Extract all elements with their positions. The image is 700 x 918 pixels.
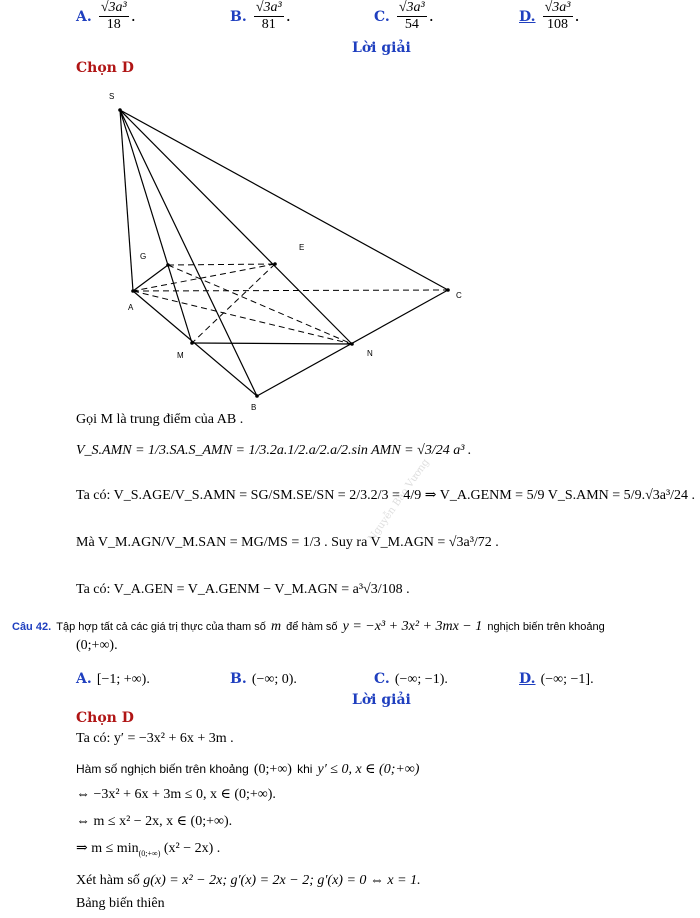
line-condition: y′ ≤ 0, x ∈ (0;+∞) <box>317 762 420 777</box>
choose-answer-2: Chọn D <box>76 710 134 726</box>
label-m: M <box>177 351 184 360</box>
label-b: B <box>251 403 257 412</box>
q42-line-4 <box>76 813 232 830</box>
option-numerator: √3a³ <box>398 0 425 15</box>
pyramid-figure <box>100 88 500 418</box>
line-text: ⇒ m ≤ min <box>76 841 139 856</box>
option-letter: C. <box>374 671 390 687</box>
question-text-2: để hàm số <box>286 621 338 633</box>
edge-sc <box>120 110 448 290</box>
option-letter: C. <box>374 9 390 25</box>
line-text-khi: khi <box>297 762 313 776</box>
edge-em <box>192 264 275 343</box>
q41-line-3 <box>76 487 695 504</box>
q41-option-b: B. $\frac{\text{√3a³}}{81}$ . <box>230 0 291 32</box>
option-letter: A. <box>76 671 92 687</box>
option-denominator: 54 <box>404 17 419 32</box>
option-letter: D. <box>519 9 536 25</box>
label-s: S <box>109 92 115 101</box>
q42-interval: (0;+∞). <box>76 638 118 653</box>
line-math: g(x) = x² − 2x; g′(x) = 2x − 2; g′(x) = 0 ⇔ x = 1. <box>143 873 421 888</box>
point-n <box>350 342 354 346</box>
point-g <box>166 263 170 267</box>
label-c: C <box>456 291 462 300</box>
point-m <box>190 341 194 345</box>
edge-gn <box>168 265 352 344</box>
line-text: Ta có: y′ = −3x² + 6x + 3m . <box>76 731 234 746</box>
line-text-2: (x² − 2x) . <box>163 841 221 856</box>
label-e: E <box>299 243 305 252</box>
option-numerator: √3a³ <box>255 0 282 15</box>
option-value: (−∞; −1). <box>394 672 448 687</box>
q41-option-d: D. $\frac{\text{√3a³}}{108}$ . <box>519 0 580 32</box>
edge-an <box>133 291 352 344</box>
line-text: ⇔ −3x² + 6x + 3m ≤ 0, x ∈ (0;+∞). <box>76 787 276 802</box>
option-numerator: √3a³ <box>100 0 127 15</box>
q42-option-d <box>519 668 594 688</box>
edge-ge <box>168 264 275 265</box>
option-value: [−1; +∞). <box>96 672 150 687</box>
point-b <box>255 394 259 398</box>
line-text: V_S.AMN = 1/3.SA.S_AMN = 1/3.2a.1/2.a/2.a/2.sin AMN = √3/24 a³ . <box>76 443 472 458</box>
q42-line-6 <box>76 873 421 889</box>
option-denominator: 18 <box>106 17 121 32</box>
edge-ea <box>133 264 275 291</box>
option-letter: A. <box>76 9 92 25</box>
point-a <box>131 289 135 293</box>
line-text: Ta có: V_A.GEN = V_A.GENM − V_M.AGN = a³√3/108 . <box>76 582 410 597</box>
line-text: Mà V_M.AGN/V_M.SAN = MG/MS = 1/3 . Suy ra V_M.AGN = √3a³/72 . <box>76 535 499 550</box>
q42-line-5 <box>76 840 220 858</box>
line-text: Ta có: V_S.AGE/V_S.AMN = SG/SM.SE/SN = 2/3.2/3 = 4/9 ⇒ V_A.GENM = 5/9 V_S.AMN = 5/9.√3a³/24 . <box>76 488 696 503</box>
edge-sa <box>120 110 133 291</box>
watermark: Nguyễn Bảo Vương <box>366 457 432 544</box>
option-letter: B. <box>230 9 247 25</box>
q41-line-5 <box>76 582 410 598</box>
min-subscript: (0;+∞) <box>138 848 161 858</box>
q42-line-1 <box>76 731 234 747</box>
option-letter: D. <box>519 671 536 687</box>
point-c <box>446 288 450 292</box>
line-text: Gọi M là trung điểm của AB . <box>76 412 244 427</box>
option-value: (−∞; 0). <box>251 672 297 687</box>
question-text-3: nghịch biến trên khoảng <box>487 621 605 633</box>
edge-mn <box>192 343 352 344</box>
line-text: ⇔ m ≤ x² − 2x, x ∈ (0;+∞). <box>76 814 233 829</box>
option-value: (−∞; −1]. <box>540 672 594 687</box>
choose-answer: Chọn D <box>76 60 134 76</box>
line-interval: (0;+∞) <box>253 762 292 777</box>
q42-option-c <box>374 668 448 688</box>
q41-option-a: A. $\frac{\text{√3a³}}{18}$ . <box>76 0 136 32</box>
question-text: Tập hợp tất cả các giá trị thực của tham số <box>56 621 266 633</box>
option-numerator: √3a³ <box>544 0 571 15</box>
solution-heading-2: Lời giải <box>352 692 411 708</box>
line-text: Hàm số nghịch biến trên khoảng <box>76 762 249 776</box>
q41-line-2 <box>76 443 471 459</box>
q42-option-a <box>76 668 150 688</box>
point-s <box>118 108 122 112</box>
option-denominator: 108 <box>547 17 569 32</box>
line-text: Xét hàm số <box>76 873 140 888</box>
option-letter: B. <box>230 671 247 687</box>
label-g: G <box>140 252 147 261</box>
q42-line-7: Bảng biến thiên <box>76 896 165 911</box>
solution-heading: Lời giải <box>352 40 411 56</box>
edge-ag <box>133 265 168 291</box>
question-label: Câu 42. <box>12 621 52 633</box>
q42-line-2 <box>76 758 419 778</box>
q41-line-1 <box>76 412 243 428</box>
question-param: m <box>270 619 282 634</box>
edge-ac <box>133 290 448 291</box>
label-n: N <box>367 349 373 358</box>
q41-option-c: C. $\frac{\text{√3a³}}{54}$ . <box>374 0 434 32</box>
q41-line-4 <box>76 535 499 551</box>
q42-line-3 <box>76 786 276 803</box>
q42-option-b <box>230 668 297 688</box>
option-denominator: 81 <box>261 17 276 32</box>
point-e <box>273 262 277 266</box>
label-a: A <box>128 303 134 312</box>
question-function: y = −x³ + 3x² + 3mx − 1 <box>342 619 483 634</box>
q42-statement <box>12 615 605 635</box>
